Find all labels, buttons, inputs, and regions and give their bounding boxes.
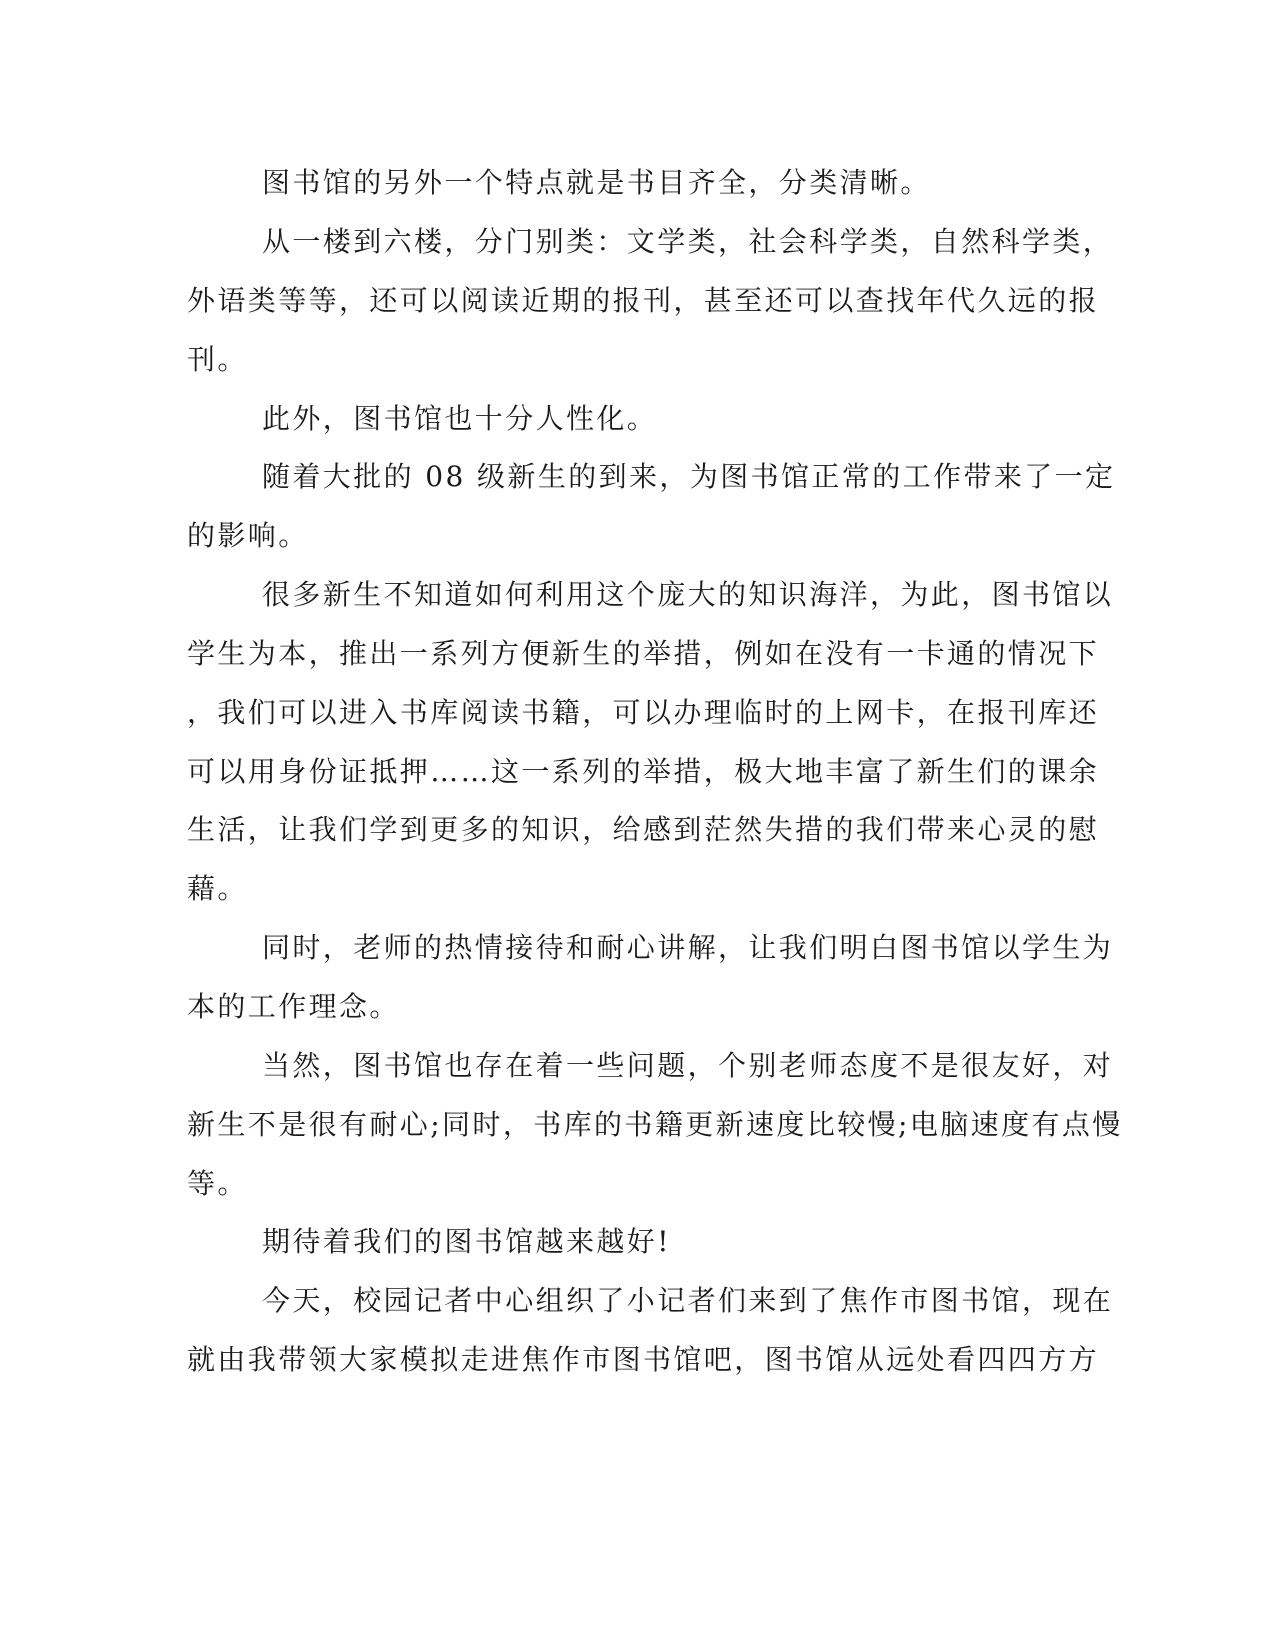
paragraph-line: 随着大批的 08 级新生的到来，为图书馆正常的工作带来了一定 [262,460,1116,493]
paragraph-line: ，我们可以进入书库阅读书籍，可以办理临时的上网卡，在报刊库还 [187,696,1100,729]
paragraph-line: 很多新生不知道如何利用这个庞大的知识海洋，为此，图书馆以 [262,578,1114,611]
paragraph-line: 新生不是很有耐心;同时，书库的书籍更新速度比较慢;电脑速度有点慢 [187,1108,1123,1141]
paragraph-line: 刊。 [187,343,248,376]
paragraph-line: 等。 [187,1167,248,1200]
paragraph-line: 本的工作理念。 [187,990,400,1023]
paragraph-line: 学生为本，推出一系列方便新生的举措，例如在没有一卡通的情况下 [187,637,1100,670]
paragraph-line: 外语类等等，还可以阅读近期的报刊，甚至还可以查找年代久远的报 [187,284,1100,317]
paragraph-line: 同时，老师的热情接待和耐心讲解，让我们明白图书馆以学生为 [262,931,1114,964]
paragraph-line: 从一楼到六楼，分门别类：文学类，社会科学类，自然科学类， [262,225,1114,258]
paragraph-line: 的影响。 [187,519,309,552]
paragraph-line: 生活，让我们学到更多的知识，给感到茫然失措的我们带来心灵的慰 [187,813,1100,846]
paragraph-line: 今天，校园记者中心组织了小记者们来到了焦作市图书馆，现在 [262,1284,1114,1317]
paragraph-line: 藉。 [187,872,248,905]
paragraph-line: 可以用身份证抵押……这一系列的举措，极大地丰富了新生们的课余 [187,755,1100,788]
paragraph-line: 期待着我们的图书馆越来越好! [262,1225,671,1258]
paragraph-line: 就由我带领大家模拟走进焦作市图书馆吧，图书馆从远处看四四方方 [187,1343,1100,1376]
paragraph-line: 图书馆的另外一个特点就是书目齐全，分类清晰。 [262,166,931,199]
paragraph-line: 当然，图书馆也存在着一些问题，个别老师态度不是很友好，对 [262,1049,1114,1082]
paragraph-line: 此外，图书馆也十分人性化。 [262,402,658,435]
